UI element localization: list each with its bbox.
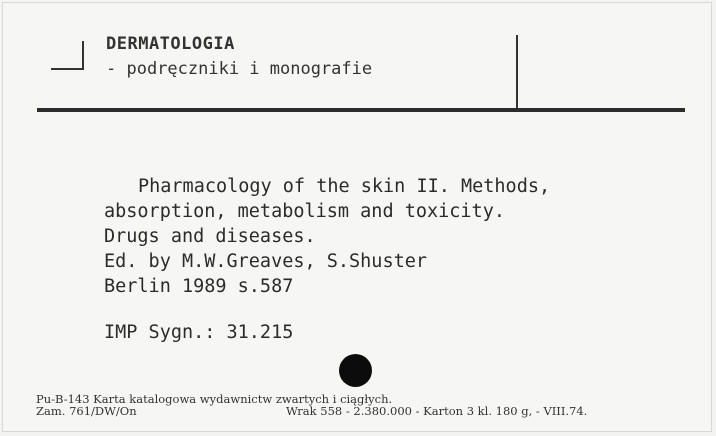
corner-mark-horizontal <box>51 68 84 70</box>
entry-line: Drugs and diseases. <box>104 226 316 247</box>
entry-line: Ed. by M.W.Greaves, S.Shuster <box>104 251 428 272</box>
corner-mark-vertical <box>82 41 84 69</box>
footer-printer-line: Pu-B-143 Karta katalogowa wydawnictw zwartych i ciągłych. <box>36 392 393 406</box>
shelf-signature: IMP Sygn.: 31.215 <box>104 322 294 343</box>
category-title: DERMATOLOGIA <box>106 34 235 54</box>
entry-line: absorption, metabolism and toxicity. <box>104 201 505 222</box>
footer-order-number: Zam. 761/DW/On <box>36 404 137 418</box>
entry-line: Pharmacology of the skin II. Methods, <box>138 176 551 197</box>
bibliographic-entry <box>104 174 550 299</box>
entry-line: Berlin 1989 s.587 <box>104 276 294 297</box>
header-rule <box>37 108 685 112</box>
category-subtitle: - podręczniki i monografie <box>106 59 373 79</box>
header-divider-vertical <box>516 35 518 109</box>
punch-hole <box>339 354 372 387</box>
footer-print-details: Wrak 558 - 2.380.000 - Karton 3 kl. 180 g, - VIII.74. <box>286 404 588 418</box>
